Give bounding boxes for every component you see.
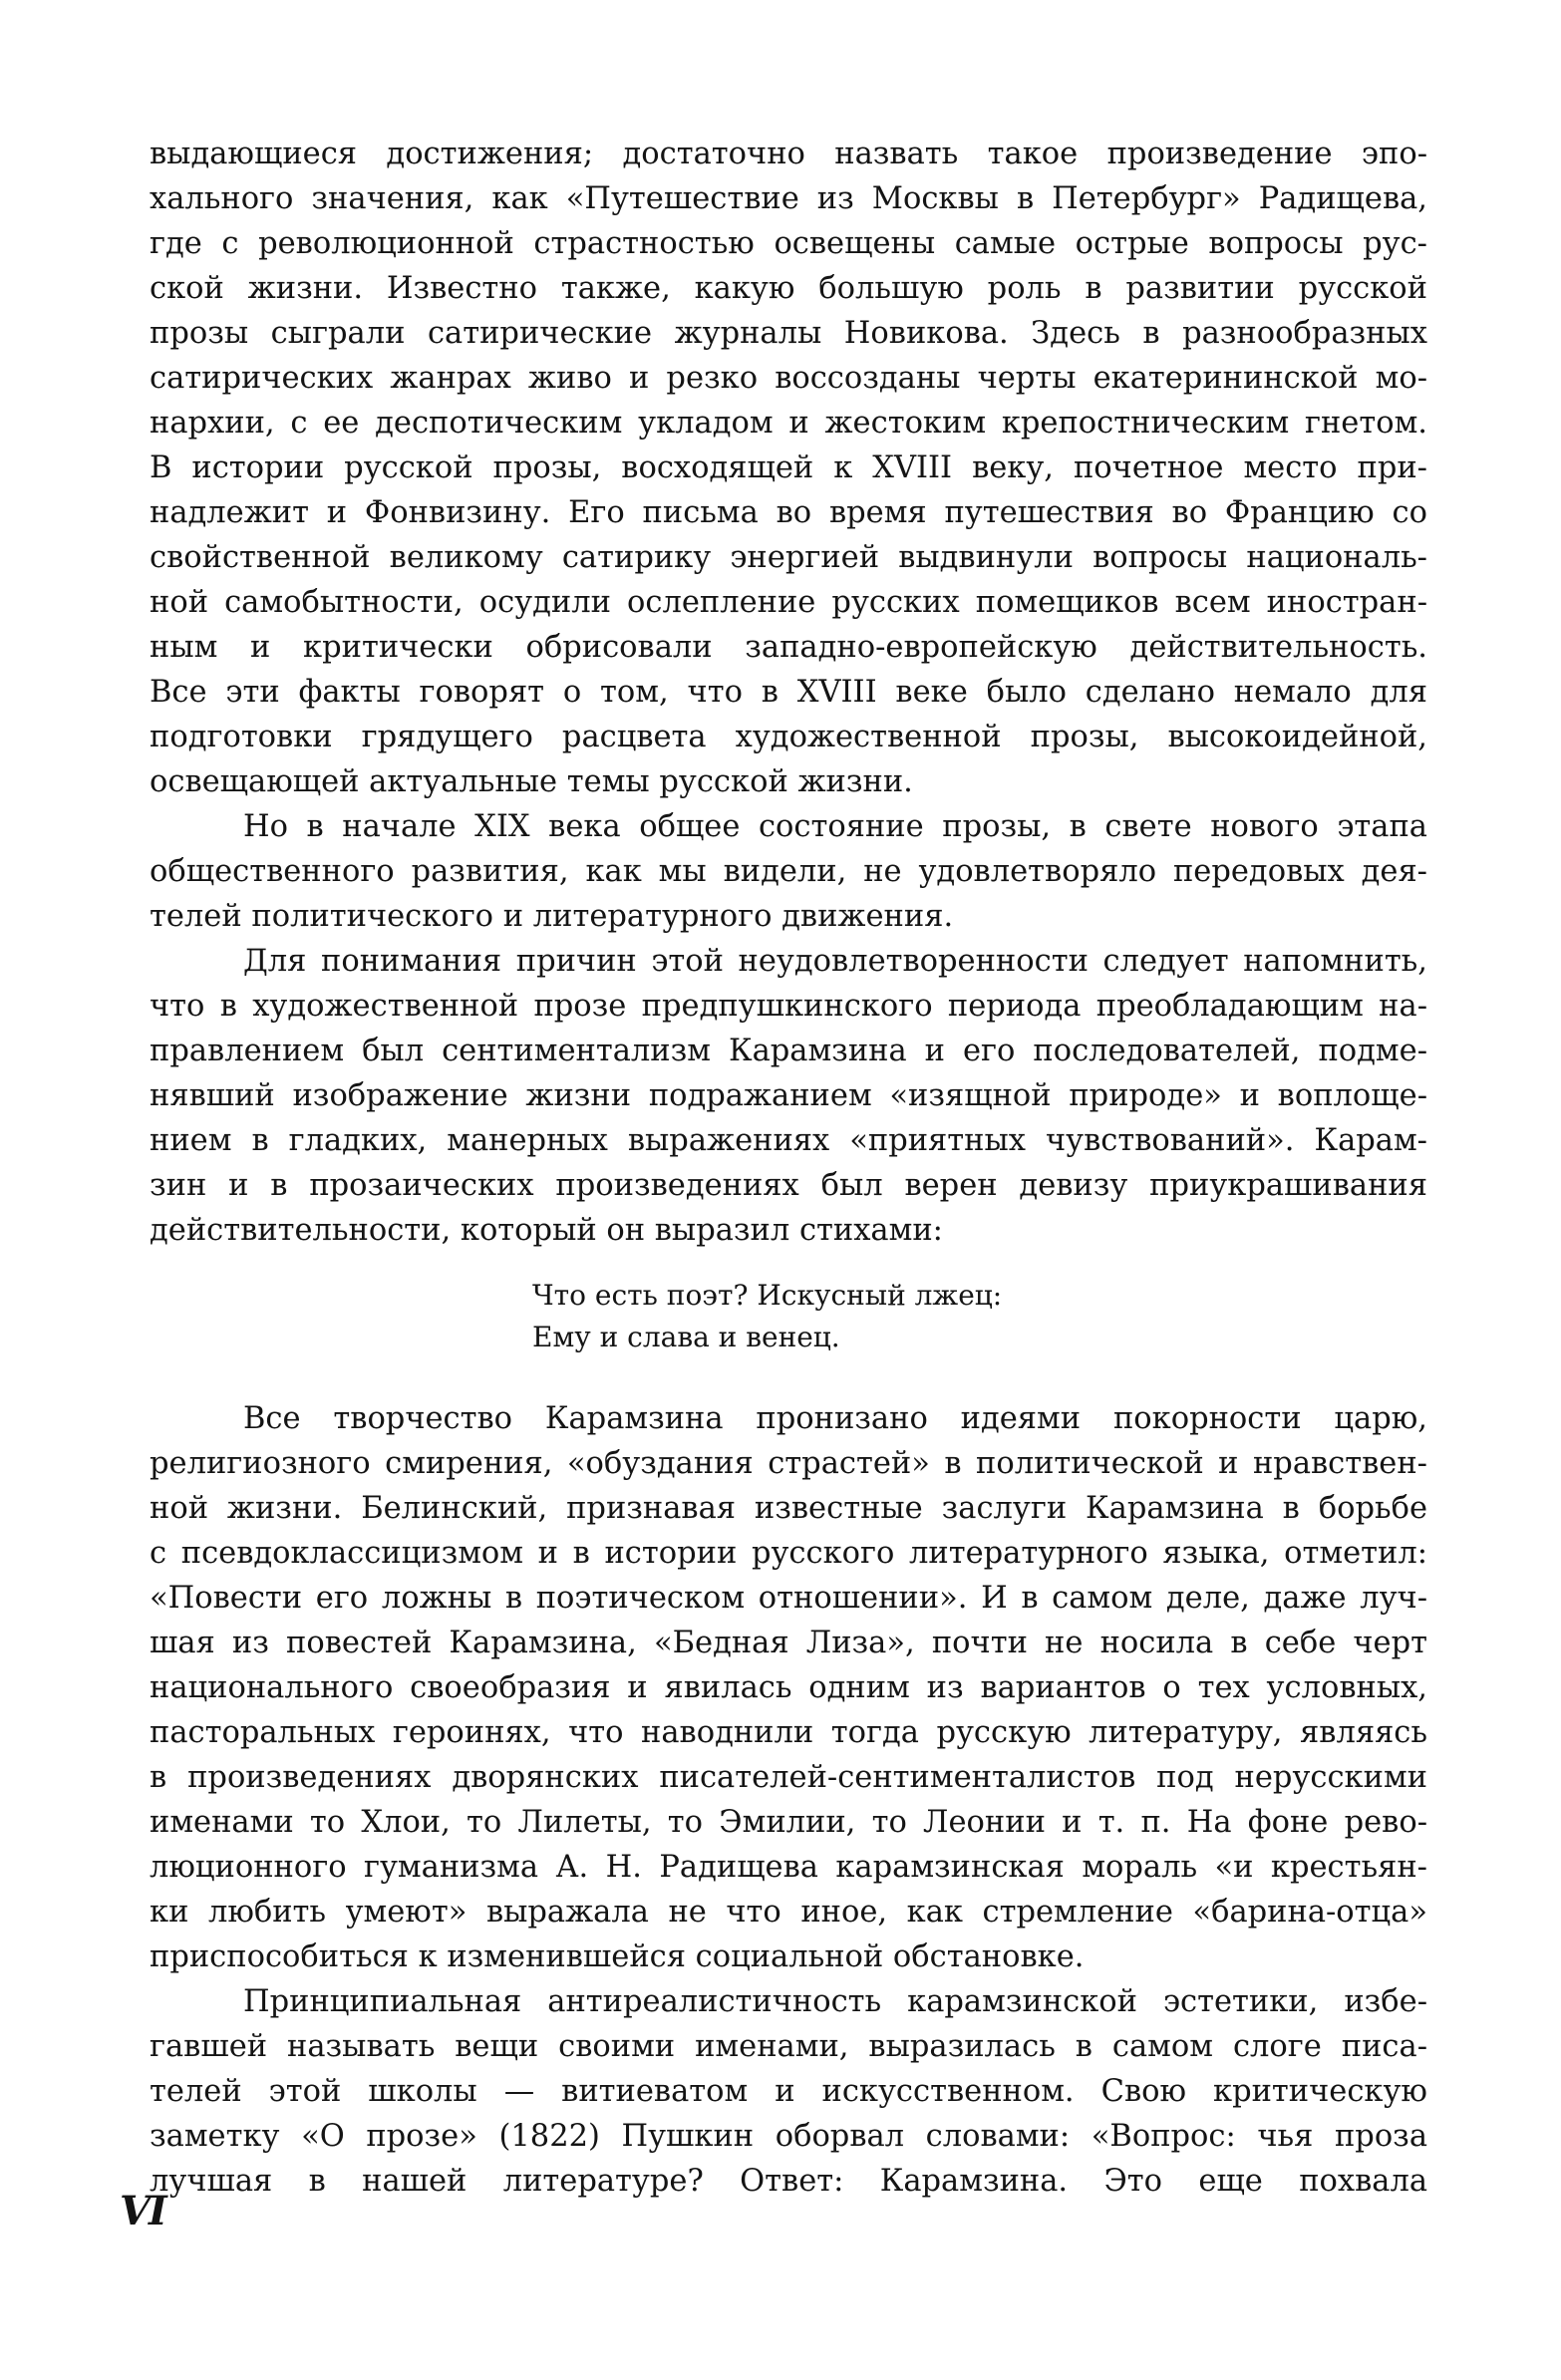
text-line: ной жизни. Белинский, признавая известные заслуги Карамзина в борьбе [150,1491,1427,1526]
text-line: люционного гуманизма А. Н. Радищева карамзинская мораль «и крестьян- [150,1850,1427,1885]
text-line: сатирических жанрах живо и резко воссозданы черты екатерининской мо- [150,361,1427,396]
text-line: подготовки грядущего расцвета художественной прозы, высокоидейной, [150,720,1427,754]
text-line: где с революционной страстностью освещены самые острые вопросы рус- [150,226,1427,261]
text-line: прозы сыграли сатирические журналы Новикова. Здесь в разнообразных [150,316,1427,351]
page-number: VI [120,2188,165,2234]
paragraph-4 [150,1396,1427,1979]
text-line: выдающиеся достижения; достаточно назвать такое произведение эпо- [150,137,1427,171]
text-line: хального значения, как «Путешествие из Москвы в Петербург» Радищева, [150,181,1427,216]
text-line: с псевдоклассицизмом и в истории русского литературного языка, отметил: [150,1536,1427,1571]
text-line: ской жизни. Известно также, какую большую роль в развитии русской [150,271,1427,306]
text-line: В истории русской прозы, восходящей к XVIII веку, почетное место при- [150,450,1427,485]
text-line: национального своеобразия и явилась одним из вариантов о тех условных, [150,1670,1427,1705]
text-line: действительности, который он выразил стихами: [150,1213,943,1248]
paragraph-2 [150,804,1427,939]
verse-line: Что есть поэт? Искусный лжец: [532,1279,1003,1312]
text-line: общественного развития, как мы видели, не удовлетворяло передовых дея- [150,854,1427,889]
text-line: в произведениях дворянских писателей-сентименталистов под нерусскими [150,1760,1427,1795]
text-line: Но в начале XIX века общее состояние прозы, в свете нового этапа [243,809,1427,844]
text-line: приспособиться к изменившейся социальной обстановке. [150,1939,1085,1974]
paragraph-1 [150,132,1427,804]
text-line: телей этой школы — витиеватом и искусственном. Свою критическую [150,2074,1427,2109]
paragraph-5 [150,1979,1427,2204]
text-line: ным и критически обрисовали западно-европейскую действительность. [150,630,1427,665]
text-line: шая из повестей Карамзина, «Бедная Лиза», почти не носила в себе черт [150,1626,1427,1660]
text-line: лучшая в нашей литературе? Ответ: Карамзина. Это еще похвала [150,2164,1427,2199]
text-line: правлением был сентиментализм Карамзина и его последователей, подме- [150,1034,1427,1068]
text-line: гавшей называть вещи своими именами, выразилась в самом слоге писа- [150,2029,1427,2064]
text-line: пасторальных героинях, что наводнили тогда русскую литературу, являясь [150,1715,1427,1750]
text-line: Все творчество Карамзина пронизано идеями покорности царю, [243,1401,1427,1436]
text-line: Все эти факты говорят о том, что в XVIII веке было сделано немало для [150,675,1427,710]
text-line: нархии, с ее деспотическим укладом и жестоким крепостническим гнетом. [150,406,1427,441]
page-body [150,132,1427,2204]
text-line: именами то Хлои, то Лилеты, то Эмилии, то Леонии и т. п. На фоне рево- [150,1805,1427,1840]
text-line: ки любить умеют» выражала не что иное, как стремление «барина-отца» [150,1895,1427,1930]
text-line: «Повести его ложны в поэтическом отношении». И в самом деле, даже луч- [150,1581,1427,1616]
verse-line: Ему и слава и венец. [532,1321,840,1353]
text-line: свойственной великому сатирику энергией выдвинули вопросы националь- [150,540,1427,575]
text-line: нявший изображение жизни подражанием «изящной природе» и воплоще- [150,1078,1427,1113]
text-line: надлежит и Фонвизину. Его письма во время путешествия во Францию со [150,495,1427,530]
text-line: что в художественной прозе предпушкинского периода преобладающим на- [150,989,1427,1024]
text-line: заметку «О прозе» (1822) Пушкин оборвал словами: «Вопрос: чья проза [150,2119,1427,2154]
text-line: телей политического и литературного движения. [150,899,954,934]
paragraph-3 [150,939,1427,1253]
text-line: освещающей актуальные темы русской жизни. [150,764,913,799]
verse-quote [150,1275,1427,1358]
text-line: зин и в прозаических произведениях был верен девизу приукрашивания [150,1168,1427,1203]
text-line: религиозного смирения, «обуздания страстей» в политической и нравствен- [150,1446,1427,1481]
text-line: Для понимания причин этой неудовлетворенности следует напомнить, [243,944,1427,979]
text-line: Принципиальная антиреалистичность карамзинской эстетики, избе- [243,1984,1427,2019]
text-line: ной самобытности, осудили ослепление русских помещиков всем иностран- [150,585,1427,620]
text-line: нием в гладких, манерных выражениях «приятных чувствований». Карам- [150,1123,1427,1158]
